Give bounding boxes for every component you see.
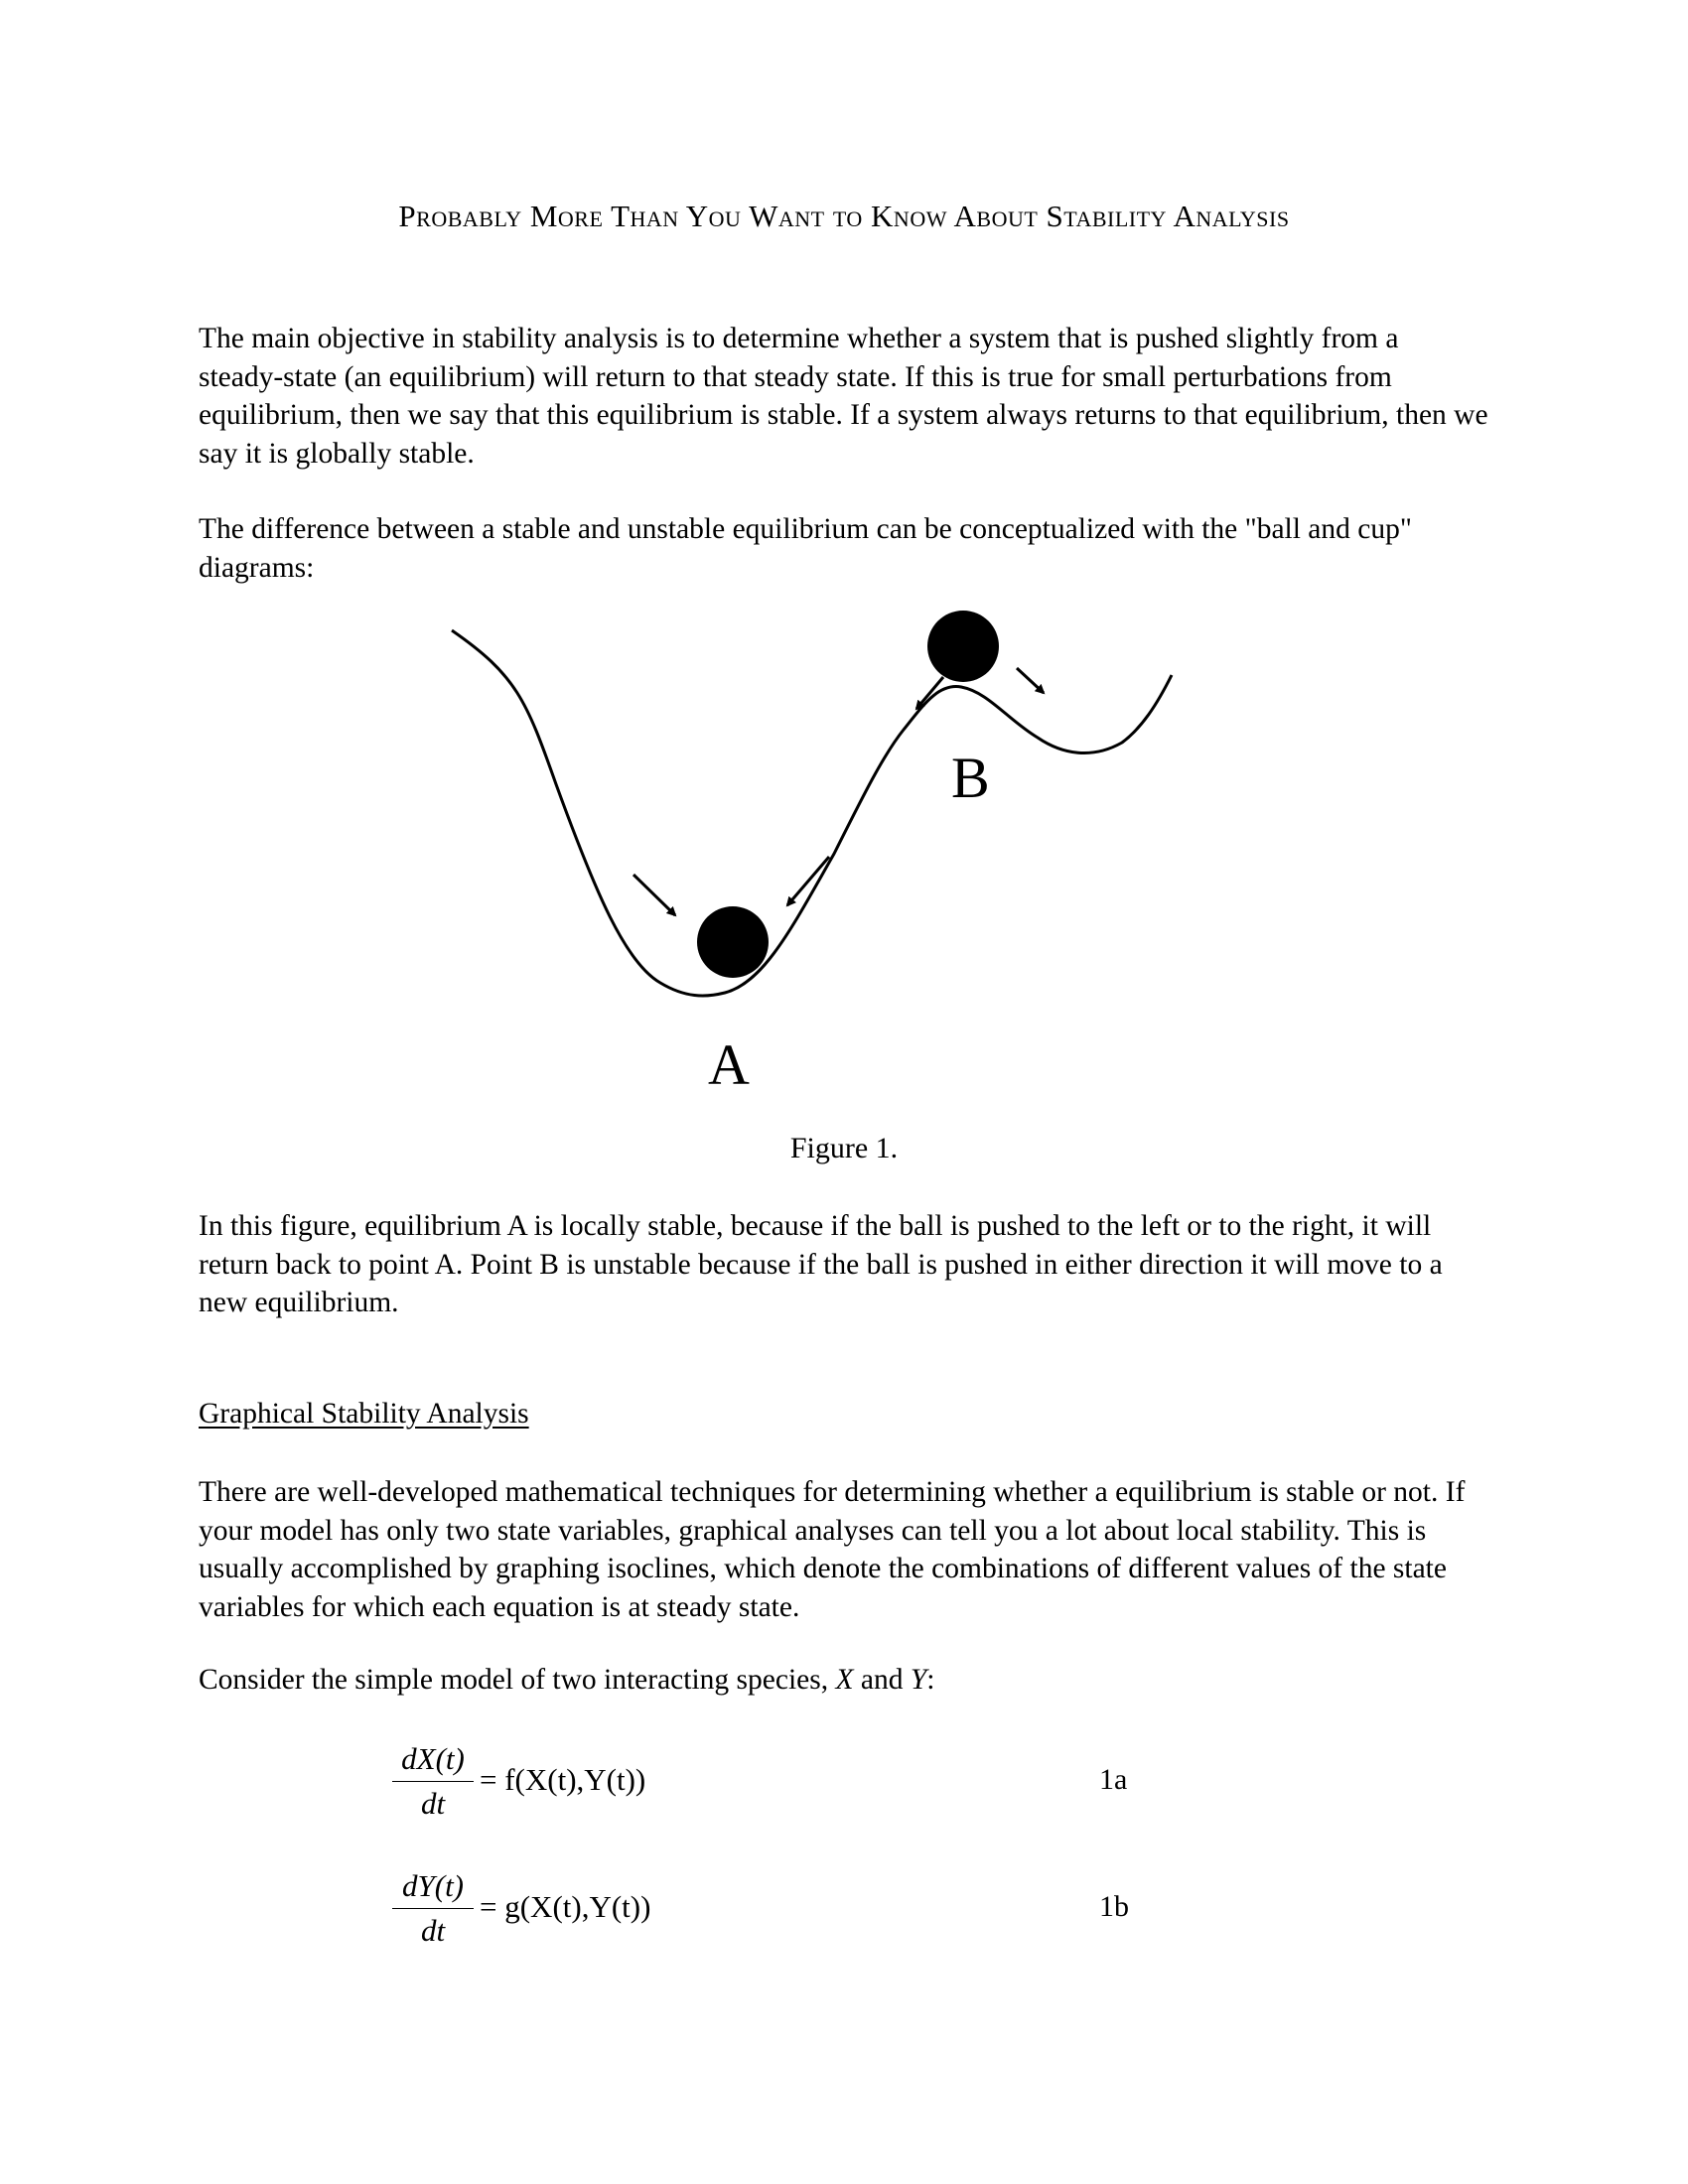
paragraph-graphical-analysis: There are well-developed mathematical techniques for determining whether a equilibrium is stable or not. If your model has only two state variables, graphical analyses can tell you a lot about local stability. This is usually accomplished by graphing isoclines, which denote the combinations of different values of the state variables for which each equation is at steady state.	[199, 1476, 1466, 1623]
ball-a	[697, 906, 769, 978]
variable-y: Y	[910, 1664, 927, 1696]
label-a: A	[708, 1032, 750, 1097]
ball-and-cup-figure	[397, 596, 1291, 1112]
landscape-curve	[452, 630, 1172, 996]
paragraph-ball-and-cup: The difference between a stable and unstable equilibrium can be conceptualized with the "ball and cup" diagrams:	[199, 513, 1412, 584]
section-heading: Graphical Stability Analysis	[199, 1398, 529, 1430]
equation-1a-rhs: = f(X(t),Y(t))	[480, 1762, 646, 1797]
arrow-b-right	[1017, 668, 1044, 693]
equation-1b	[392, 1866, 1147, 1956]
paragraph-model-intro	[199, 1661, 1489, 1700]
variable-x: X	[835, 1664, 854, 1696]
equation-1b-denominator: dt	[420, 1913, 446, 1948]
model-intro-colon: :	[926, 1664, 935, 1696]
ball-b	[927, 611, 999, 682]
equation-1b-fraction	[392, 1866, 474, 1951]
equation-1b-number: 1b	[1099, 1890, 1129, 1923]
document-title: Probably More Than You Want to Know About Stability Analysis	[398, 199, 1290, 233]
paragraph-figure-explanation: In this figure, equilibrium A is locally stable, because if the ball is pushed to the left or to the right, it will return back to point A. Point B is unstable because if the ball is pushed in either direction it will move to a new equilibrium.	[199, 1210, 1443, 1318]
model-intro-text: Consider the simple model of two interacting species,	[199, 1664, 836, 1696]
equation-1a-fraction	[392, 1739, 474, 1824]
label-b: B	[951, 746, 990, 810]
figure-caption: Figure 1.	[789, 1132, 899, 1164]
equation-1b-numerator: dY(t)	[402, 1868, 464, 1903]
equation-1a	[392, 1739, 1147, 1829]
equation-1b-rhs: = g(X(t),Y(t))	[480, 1889, 651, 1924]
paragraph-intro: The main objective in stability analysis is to determine whether a system that is pushed slightly from a steady-state (an equilibrium) will return to that steady state. If this is true for small perturbations from equilibrium, then we say that this equilibrium is stable. If a system always returns to that equilibrium, then we say it is globally stable.	[199, 323, 1488, 470]
equation-1a-numerator: dX(t)	[401, 1741, 465, 1776]
equation-1a-denominator: dt	[420, 1786, 446, 1821]
arrow-a-left	[633, 875, 675, 915]
equation-1a-number: 1a	[1099, 1763, 1128, 1796]
model-intro-and: and	[853, 1664, 911, 1696]
